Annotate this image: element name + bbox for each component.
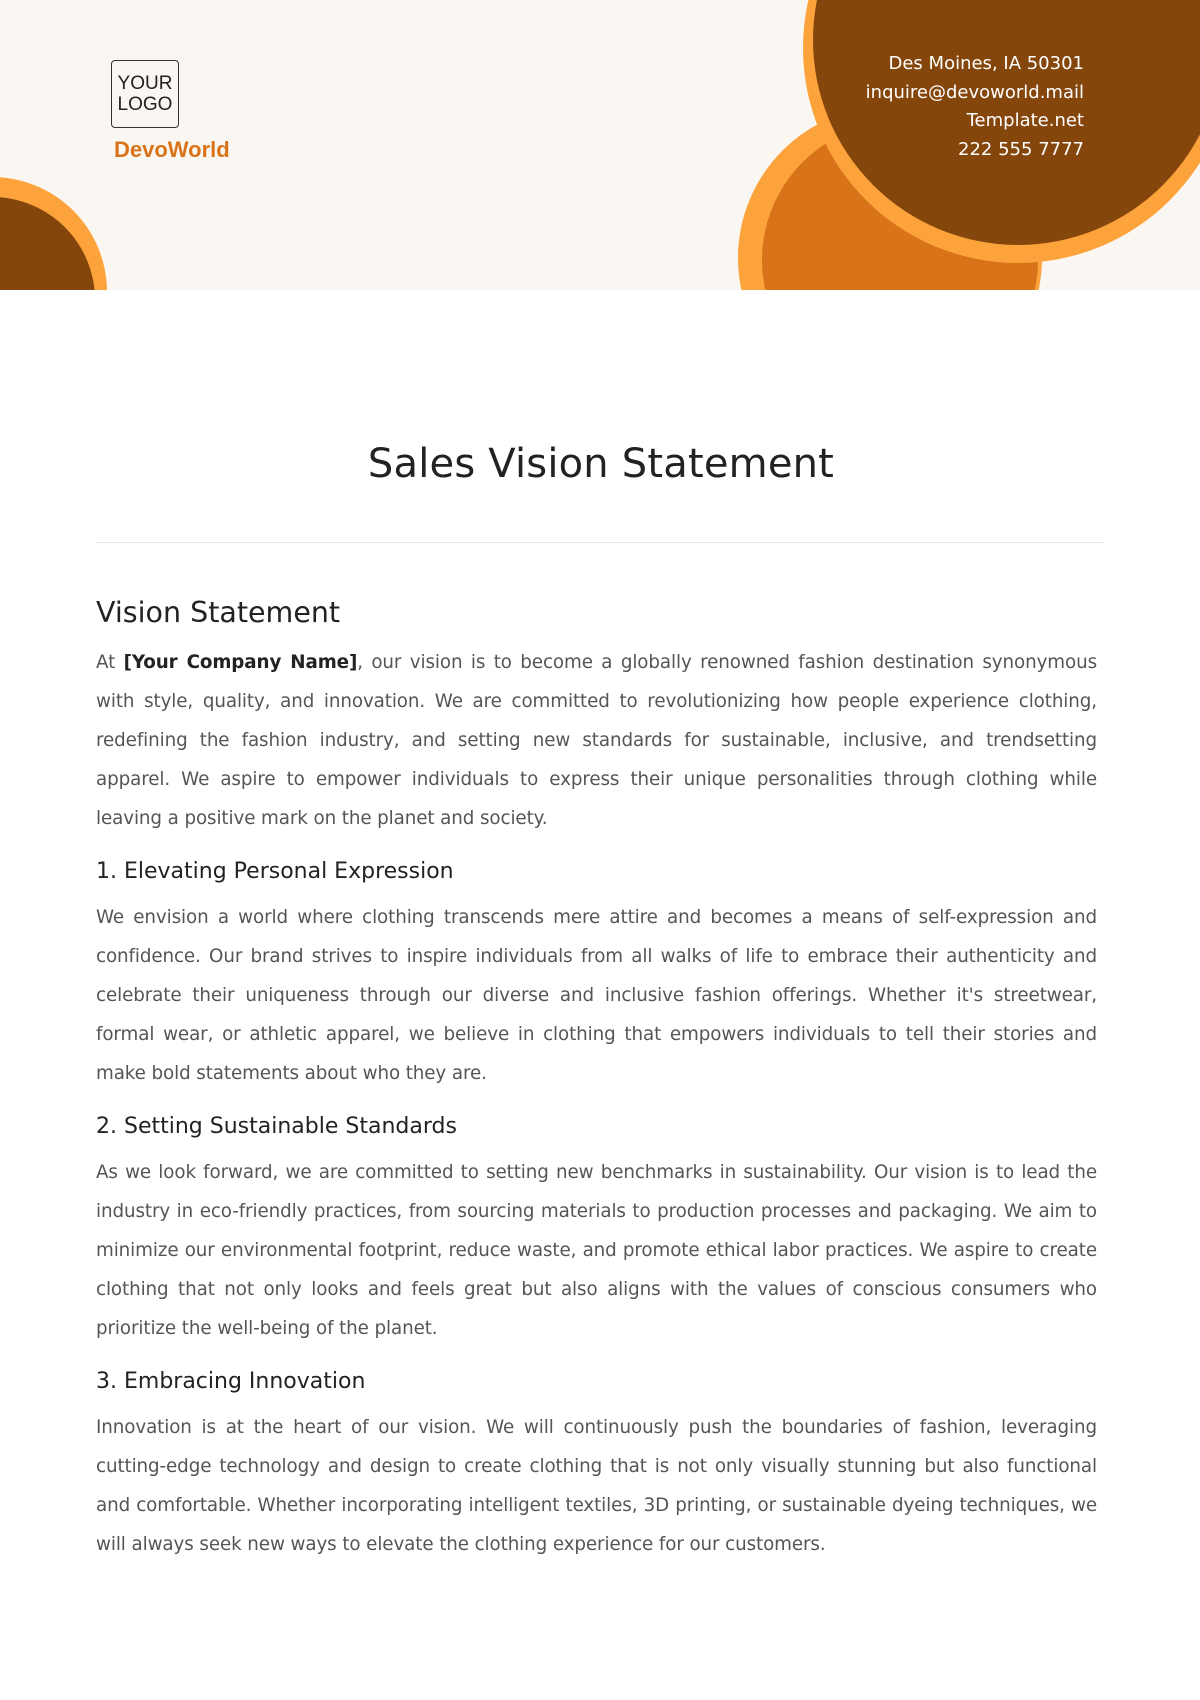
subsection-body-2: As we look forward, we are committed to setting new benchmarks in sustainability. Our vision is to lead the industry in eco-friendly practices, from sourcing materials to production processes and packaging. We aim to minimize our environmental footprint, reduce waste, and promote ethical labor practices. We aspire to create clothing that not only looks and feels great but also aligns with the values of conscious consumers who prioritize the well-being of the planet. [96,1162,1097,1339]
subsection-body-3: Innovation is at the heart of our vision. We will continuously push the boundaries of fashion, leveraging cutting-edge technology and design to create clothing that is not only visually stunning but also functional and comfortable. Whether incorporating intelligent textiles, 3D printing, or sustainable dyeing techniques, we will always seek new ways to elevate the clothing experience for our customers. [96,1417,1097,1555]
document-body [96,596,1097,1585]
subsection-heading-3: 3. Embracing Innovation [96,1369,366,1394]
company-name-placeholder: [Your Company Name] [123,652,358,673]
section-heading: Vision Statement [96,596,341,629]
subsection-body-1: We envision a world where clothing transcends mere attire and becomes a means of self-expression and confidence. Our brand strives to inspire individuals from all walks of life to embrace their authenticity and celebrate their uniqueness through our diverse and inclusive fashion offerings. Whether it's streetwear, formal wear, or athletic apparel, we believe in clothing that empowers individuals to tell their stories and make bold statements about who they are. [96,907,1097,1084]
brand-name: DevoWorld [114,137,230,162]
subsection-heading-1: 1. Elevating Personal Expression [96,859,454,884]
intro-prefix: At [96,652,124,673]
logo [111,60,179,128]
logo-line-1: YOUR [117,73,173,94]
page-title: Sales Vision Statement [367,441,835,487]
contact-address: Des Moines, IA 50301 [888,53,1084,74]
title-divider [96,542,1104,543]
contact-website: Template.net [966,110,1084,132]
contact-info [866,50,1084,165]
document-header [0,0,1200,290]
subsection-heading-2: 2. Setting Sustainable Standards [96,1114,457,1139]
intro-text: , our vision is to become a globally renowned fashion destination synonymous with style, quality, and innovation. We are committed to revolutionizing how people experience clothing, redefining the fashion industry, and setting new standards for sustainable, inclusive, and trendsetting apparel. We aspire to empower individuals to express their unique personalities through clothing while leaving a positive mark on the planet and society. [96,652,1097,829]
contact-email: inquire@devoworld.mail [865,81,1084,103]
logo-line-2: LOGO [117,94,173,115]
contact-phone: 222 555 7777 [958,139,1084,161]
intro-paragraph [96,643,1097,838]
